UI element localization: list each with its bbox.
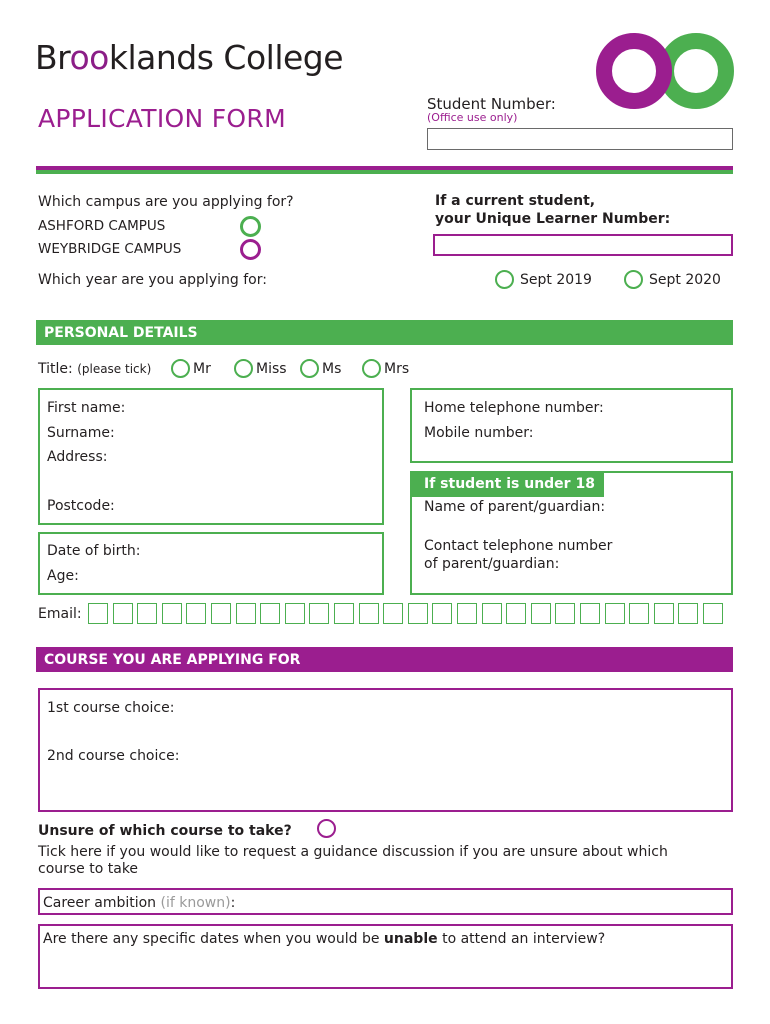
email-char-box[interactable]: [334, 603, 354, 624]
sept-2020-label: Sept 2020: [649, 272, 721, 288]
email-char-box[interactable]: [432, 603, 452, 624]
page-title: APPLICATION FORM: [38, 104, 286, 133]
learner-number-label-line1: If a current student,: [435, 193, 596, 209]
college-logo-text: [35, 38, 343, 77]
guidance-tick-text-line1: Tick here if you would like to request a guidance discussion if you are unsure about which: [38, 844, 668, 860]
age-label: Age:: [47, 568, 79, 584]
email-char-box[interactable]: [285, 603, 305, 624]
email-char-box[interactable]: [88, 603, 108, 624]
email-char-box[interactable]: [580, 603, 600, 624]
second-course-choice-label: 2nd course choice:: [47, 748, 180, 764]
logo-oo: oo: [69, 38, 109, 77]
first-course-choice-label: 1st course choice:: [47, 700, 175, 716]
email-char-box[interactable]: [236, 603, 256, 624]
home-telephone-label: Home telephone number:: [424, 400, 604, 416]
student-number-label: Student Number:: [427, 95, 556, 113]
ashford-campus-radio[interactable]: [240, 216, 261, 237]
title-ms-radio[interactable]: [300, 359, 319, 378]
career-ambition-hint: (if known): [160, 895, 231, 911]
title-label: Title: (please tick): [38, 361, 152, 377]
ashford-campus-label: ASHFORD CAMPUS: [38, 218, 166, 234]
unsure-course-label: Unsure of which course to take?: [38, 823, 292, 839]
guidance-discussion-radio[interactable]: [317, 819, 336, 838]
email-field[interactable]: [88, 603, 734, 625]
guidance-tick-text-line2: course to take: [38, 861, 139, 877]
title-mrs-label: Mrs: [384, 361, 410, 377]
title-ms-label: Ms: [322, 361, 342, 377]
header-divider-green: [36, 170, 733, 174]
logo-rings-icon: [594, 32, 736, 110]
surname-label: Surname:: [47, 425, 115, 441]
office-use-note: (Office use only): [427, 111, 518, 124]
postcode-label: Postcode:: [47, 498, 115, 514]
email-char-box[interactable]: [555, 603, 575, 624]
personal-details-heading: PERSONAL DETAILS: [36, 320, 733, 345]
interview-dates-label: Are there any specific dates when you would be unable to attend an interview?: [43, 931, 606, 947]
email-char-box[interactable]: [137, 603, 157, 624]
career-ambition-label: Career ambition (if known):: [43, 895, 236, 911]
title-miss-label: Miss: [256, 361, 287, 377]
weybridge-campus-radio[interactable]: [240, 239, 261, 260]
logo-suffix: klands College: [108, 38, 344, 77]
email-char-box[interactable]: [654, 603, 674, 624]
title-miss-radio[interactable]: [234, 359, 253, 378]
email-char-box[interactable]: [260, 603, 280, 624]
email-char-box[interactable]: [678, 603, 698, 624]
learner-number-field[interactable]: [433, 234, 733, 256]
mobile-number-label: Mobile number:: [424, 425, 534, 441]
email-char-box[interactable]: [186, 603, 206, 624]
email-char-box[interactable]: [482, 603, 502, 624]
email-char-box[interactable]: [605, 603, 625, 624]
weybridge-campus-label: WEYBRIDGE CAMPUS: [38, 241, 182, 257]
email-char-box[interactable]: [211, 603, 231, 624]
email-char-box[interactable]: [309, 603, 329, 624]
email-char-box[interactable]: [408, 603, 428, 624]
sept-2020-radio[interactable]: [624, 270, 643, 289]
parent-name-label: Name of parent/guardian:: [424, 499, 606, 515]
email-label: Email:: [38, 606, 82, 622]
title-mrs-radio[interactable]: [362, 359, 381, 378]
email-char-box[interactable]: [629, 603, 649, 624]
first-name-label: First name:: [47, 400, 126, 416]
email-char-box[interactable]: [113, 603, 133, 624]
date-of-birth-label: Date of birth:: [47, 543, 141, 559]
under-18-badge: If student is under 18: [410, 472, 604, 497]
email-char-box[interactable]: [506, 603, 526, 624]
parent-contact-label-line1: Contact telephone number: [424, 538, 613, 554]
learner-number-label-line2: your Unique Learner Number:: [435, 211, 671, 227]
title-mr-radio[interactable]: [171, 359, 190, 378]
address-label: Address:: [47, 449, 108, 465]
email-char-box[interactable]: [457, 603, 477, 624]
email-char-box[interactable]: [531, 603, 551, 624]
logo-prefix: Br: [35, 38, 70, 77]
dob-age-box[interactable]: [38, 532, 384, 595]
course-heading: COURSE YOU ARE APPLYING FOR: [36, 647, 733, 672]
year-question: Which year are you applying for:: [38, 272, 267, 288]
sept-2019-label: Sept 2019: [520, 272, 592, 288]
title-hint: (please tick): [77, 362, 152, 376]
email-char-box[interactable]: [162, 603, 182, 624]
email-char-box[interactable]: [359, 603, 379, 624]
email-char-box[interactable]: [703, 603, 723, 624]
parent-contact-label-line2: of parent/guardian:: [424, 556, 560, 572]
sept-2019-radio[interactable]: [495, 270, 514, 289]
title-mr-label: Mr: [193, 361, 211, 377]
email-char-box[interactable]: [383, 603, 403, 624]
student-number-field[interactable]: [427, 128, 733, 150]
campus-question: Which campus are you applying for?: [38, 194, 294, 210]
